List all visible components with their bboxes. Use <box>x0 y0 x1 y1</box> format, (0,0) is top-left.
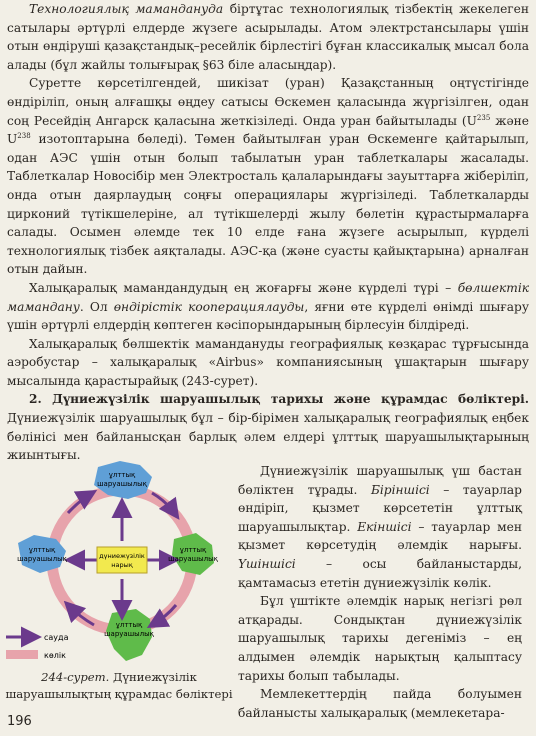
paragraph-text: Дүниежүзілік шаруашылық үш бастан бөліктен тұрады. <box>238 464 522 497</box>
paragraph-tech-specialization <box>7 0 529 74</box>
right-column-text <box>238 462 522 722</box>
paragraph-text: және U <box>7 113 529 147</box>
world-market-label-2: нарық <box>111 561 133 569</box>
paragraph-text: Бұл үштікте әлемдік нарық негізгі рөл атқарады. Сондықтан дүниежүзілік шаруашылық тарихы дегеніміз – ең алдымен әлемдік нарықтың қалыптасу тарихы болып табылады. <box>238 594 522 683</box>
national-economy-left-label-2: шаруашылық <box>17 555 67 563</box>
world-economy-diagram <box>0 455 238 667</box>
figure-number: 244-сурет. <box>41 670 110 684</box>
national-economy-top-label-2: шаруашылық <box>97 480 147 488</box>
paragraph-market-role <box>238 592 522 685</box>
paragraph-text: – тауарлар мен қызмет көрсетудің әлемдік нарығы. <box>238 519 522 553</box>
figure-caption <box>0 669 238 703</box>
paragraph-text: Мемлекеттердің пайда болуымен байланысты халықаралық (мемлекетара- <box>238 687 522 720</box>
figure-world-economy <box>0 455 238 710</box>
term-second: Екіншісі <box>357 519 412 534</box>
term-first: Біріншісі <box>370 482 430 497</box>
paragraph-text: – тауарлар өндіріп, қызмет көрсететін ұлттық шаруашылықтар. <box>238 482 522 534</box>
paragraph-airbus <box>7 335 529 391</box>
isotope-number: 235 <box>476 113 491 122</box>
paragraph-text: біртұтас технологиялық тізбектің жекелеген сатылары әртүрлі елдерде жүзеге асырылады. Атом электрстансылары үшін отын өндіруші қазақстандық–ресейлік бірлестігі бұған классикалық мысал бола алады (бұл жайлы толығырақ §63 біле аласыңдар). <box>7 2 530 72</box>
paragraph-text: . Ол <box>79 299 114 314</box>
national-economy-right-shape <box>172 533 214 575</box>
isotope-number: 238 <box>17 132 31 141</box>
paragraph-uranium-chain <box>7 74 529 279</box>
national-economy-right-label-2: шаруашылық <box>168 555 218 563</box>
section-heading: 2. Дүниежүзілік шаруашылық тарихы және құрамдас бөліктері. <box>29 392 529 407</box>
page-number: 196 <box>7 714 32 729</box>
national-economy-left-label-1: ұлттық <box>28 546 56 554</box>
paragraph-three-parts <box>238 462 522 592</box>
paragraph-text: Халықаралық бөлшектік мамандануды географиялық көзқарас тұрғысында аэробустар – халықаралық «Airbus» компаниясының ұшақтарын шығару мысалында қарастырайық (243-сурет). <box>7 336 529 388</box>
paragraph-states <box>238 685 522 722</box>
term-cooperation: өндірістік кооперациялауды <box>113 299 305 314</box>
world-market-box <box>97 547 147 573</box>
paragraph-text: Дүниежүзілік шаруашылық бұл – бір-бірімен халықаралық географиялық еңбек бөлінісі мен байланысқан барлық әлем елдері ұлттық шаруашылықтарының жиынтығы. <box>7 411 529 463</box>
figure-legend <box>6 633 69 660</box>
paragraph-text: , яғни өте күрделі өнімді шығару үшін әртүрлі елдердің көптеген кәсіпорындарының бірлесуін білдіреді. <box>7 299 529 333</box>
national-economy-right-label-1: ұлттық <box>179 546 207 554</box>
paragraph-text: изотоптарына бөледі). Төмен байытылған уран Өскеменге қайтарылып, одан АЭС үшін отын болып табылатын уран таблеткалары жасалады. Таблеткалар Новосібір мен Электросталь қалаларындағы зауыттарға жіберіліп, онда отын даярлаудың соңғы операциялары жүргізіледі. Таблеткаларды цирконий түтікшелеріне, ал түтікшелерді жылу бөлетін құрастырмаларға салады. Осымен әлемде тек 10 елде ғана жүзеге асырылып, күрделі технологиялық тізбек аяқталады. АЭС-қа (және суасты қайықтарына) арналған отын дайын. <box>7 132 529 277</box>
paragraph-section-2 <box>7 390 529 464</box>
paragraph-text: – осы байланыстарды, қамтамасыз ететін дүниежүзілік көлік. <box>238 556 522 590</box>
paragraph-component-specialization <box>7 279 529 335</box>
national-economy-top-label-1: ұлттық <box>108 471 136 479</box>
legend-trade-label: сауда <box>44 633 69 642</box>
world-market-label-1: дүниежүзілік <box>99 552 145 560</box>
term-component-specialization: бөлшектік мамандану <box>7 280 529 314</box>
term-tech-specialization: Технологиялық мамандануда <box>29 2 224 16</box>
paragraph-text: Халықаралық мамандандудың ең жоғарғы және күрделі түрі – <box>29 280 452 295</box>
page-body <box>7 0 529 465</box>
legend-transport-swatch <box>6 650 38 659</box>
term-third: Үшіншісі <box>238 556 296 571</box>
legend-transport-label: көлік <box>44 651 66 660</box>
paragraph-text: Суретте көрсетілгендей, шикізат (уран) Қазақстанның оңтүстігінде өндіріліп, оның алғашқы өңдеу сатысы Өскемен қаласында жүргізілген, одан соң Ресейдің Ангарск қаласына жеткізіледі. Онда уран байытылады (U <box>7 76 529 128</box>
figure-caption-text: Дүниежүзілік шаруашылықтың құрамдас бөліктері <box>5 670 233 701</box>
national-economy-bottom-label-1: ұлттық <box>115 621 143 629</box>
national-economy-bottom-label-2: шаруашылық <box>104 630 154 638</box>
